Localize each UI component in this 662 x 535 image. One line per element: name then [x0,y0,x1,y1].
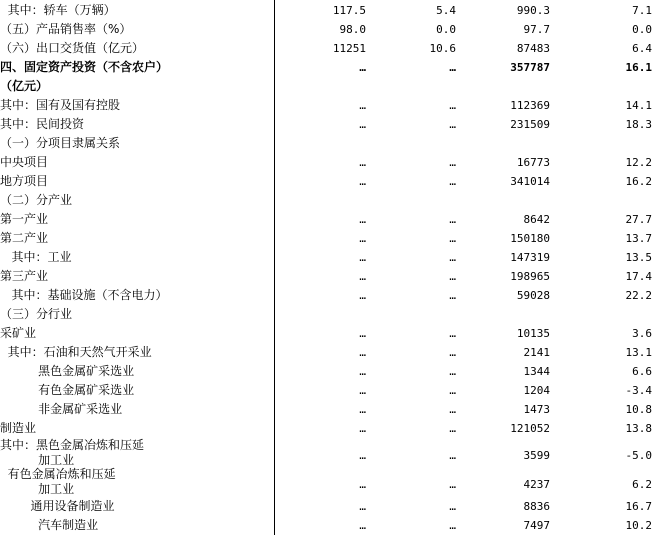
row-value-c4: 6.2 [632,478,652,491]
row-value-c3: 990.3 [516,4,550,17]
row-label: 采矿业 [0,326,37,340]
row-value-c2: … [449,289,456,302]
row-value-c4: 27.7 [625,213,652,226]
row-value-c1: … [359,384,366,397]
row-value-c4: 6.4 [632,42,652,55]
row-value-c3: 1344 [523,365,550,378]
row-value-c4: 13.8 [625,422,652,435]
row-value-c1: … [359,213,366,226]
row-value-c2: 10.6 [429,42,456,55]
row-value-c1: … [359,403,366,416]
row-label: 其中：国有及国有控股 [0,98,121,112]
row-value-c2: … [449,478,456,491]
row-value-c4: 13.5 [625,251,652,264]
row-value-c2: … [449,403,456,416]
row-label: 非金属矿采选业 [0,402,123,416]
row-label: 其中：民间投资 [0,117,85,131]
row-label: 中央项目 [0,155,49,169]
row-value-c1: … [359,156,366,169]
row-value-c4: 3.6 [632,327,652,340]
row-value-c1: 11251 [332,42,366,55]
row-value-c4: -5.0 [625,449,652,462]
row-value-c1: … [359,346,366,359]
row-value-c2: … [449,500,456,513]
row-label: 第一产业 [0,212,49,226]
row-value-c2: … [449,422,456,435]
row-label: 四、固定资产投资（不含农户） （亿元） [0,60,169,93]
row-value-c3: 3599 [523,449,550,462]
row-value-c1: … [359,327,366,340]
row-value-c4: 12.2 [625,156,652,169]
row-value-c2: … [449,449,456,462]
row-value-c4: 13.7 [625,232,652,245]
row-label: （五）产品销售率（%） [0,22,132,36]
row-value-c4: 10.2 [625,519,652,532]
row-value-c2: … [449,519,456,532]
row-value-c3: 1204 [523,384,550,397]
row-value-c4: 7.1 [632,4,652,17]
row-value-c3: 341014 [510,175,550,188]
row-value-c4: 22.2 [625,289,652,302]
row-value-c2: … [449,270,456,283]
row-value-c1: … [359,118,366,131]
row-value-c3: 8836 [523,500,550,513]
row-label: 有色金属冶炼和压延 加工业 [7,467,116,496]
row-value-c1: 117.5 [332,4,366,17]
row-value-c2: … [449,118,456,131]
row-value-c4: 13.1 [625,346,652,359]
row-value-c3: 59028 [516,289,550,302]
row-label: 其中：黑色金属冶炼和压延 加工业 [0,438,145,467]
row-value-c1: … [359,449,366,462]
row-value-c2: … [449,99,456,112]
row-value-c4: 18.3 [625,118,652,131]
row-value-c4: 16.2 [625,175,652,188]
row-value-c3: 87483 [516,42,550,55]
row-value-c1: … [359,365,366,378]
row-label: （六）出口交货值（亿元） [0,41,145,55]
row-label: 其中：轿车（万辆） [0,3,116,17]
row-value-c2: … [449,61,456,74]
row-value-c1: … [359,422,366,435]
row-value-c3: 112369 [510,99,550,112]
row-value-c3: 147319 [510,251,550,264]
row-value-c1: 98.0 [339,23,366,36]
row-value-c2: 0.0 [436,23,456,36]
row-value-c1: … [359,519,366,532]
row-value-c2: … [449,251,456,264]
row-value-c3: 16773 [516,156,550,169]
row-value-c2: 5.4 [436,4,456,17]
row-label: 通用设备制造业 [0,499,115,513]
row-label: 第二产业 [0,231,49,245]
row-value-c3: 1473 [523,403,550,416]
row-value-c2: … [449,232,456,245]
row-value-c3: 150180 [510,232,550,245]
row-value-c4: 16.1 [625,61,652,74]
row-label: （一）分项目隶属关系 [0,136,121,150]
row-value-c4: 0.0 [632,23,652,36]
row-label: 其中：石油和天然气开采业 [0,345,152,359]
row-value-c2: … [449,365,456,378]
row-value-c3: 7497 [523,519,550,532]
row-value-c4: 10.8 [625,403,652,416]
row-value-c4: 16.7 [625,500,652,513]
row-value-c4: 14.1 [625,99,652,112]
row-value-c3: 8642 [523,213,550,226]
row-value-c1: … [359,289,366,302]
row-value-c4: 6.6 [632,365,652,378]
row-label: 第三产业 [0,269,49,283]
row-value-c1: … [359,61,366,74]
row-value-c1: … [359,500,366,513]
row-label: 其中：工业 [0,250,72,264]
row-value-c2: … [449,213,456,226]
row-label: （三）分行业 [0,307,73,321]
row-value-c3: 357787 [510,61,550,74]
row-value-c4: -3.4 [625,384,652,397]
column-divider [274,0,275,535]
row-value-c3: 4237 [523,478,550,491]
row-value-c3: 2141 [523,346,550,359]
row-value-c1: … [359,175,366,188]
row-label: 汽车制造业 [0,518,99,532]
row-value-c2: … [449,175,456,188]
row-value-c2: … [449,327,456,340]
row-value-c3: 97.7 [523,23,550,36]
row-label: （二）分产业 [0,193,73,207]
row-value-c1: … [359,232,366,245]
row-value-c1: … [359,99,366,112]
row-label: 制造业 [0,421,37,435]
row-value-c1: … [359,251,366,264]
row-value-c2: … [449,384,456,397]
row-label: 其中：基础设施（不含电力） [0,288,168,302]
row-label: 黑色金属矿采选业 [0,364,135,378]
row-value-c4: 17.4 [625,270,652,283]
row-value-c2: … [449,346,456,359]
row-value-c3: 10135 [516,327,550,340]
row-value-c1: … [359,478,366,491]
row-label: 有色金属矿采选业 [0,383,135,397]
row-label: 地方项目 [0,174,49,188]
row-value-c3: 231509 [510,118,550,131]
row-value-c3: 121052 [510,422,550,435]
row-value-c2: … [449,156,456,169]
row-value-c3: 198965 [510,270,550,283]
row-value-c1: … [359,270,366,283]
